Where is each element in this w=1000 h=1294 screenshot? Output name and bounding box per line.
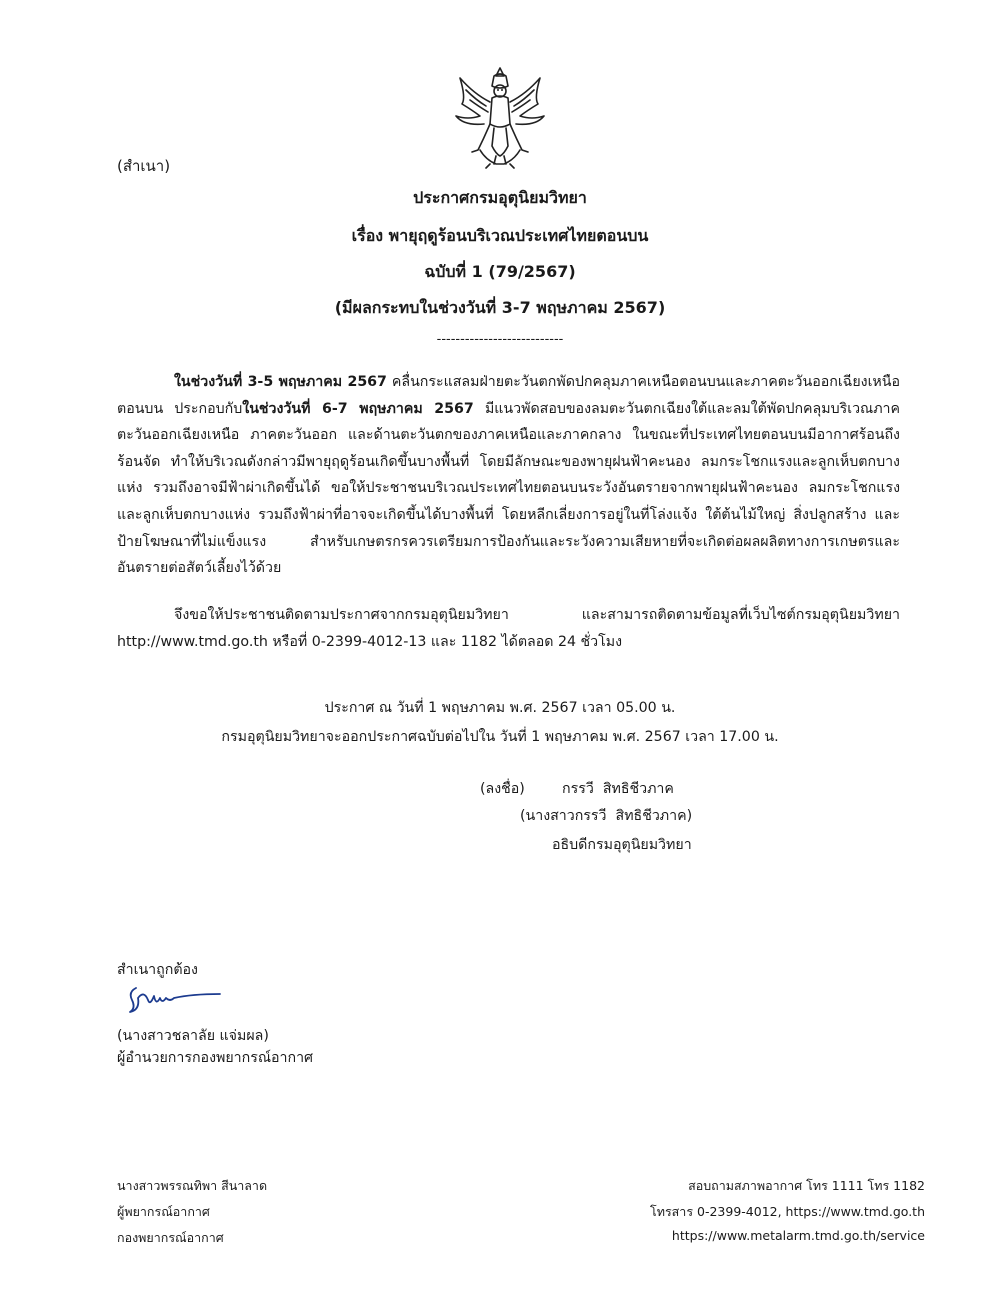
signatory-position: อธิบดีกรมอุตุนิยมวิทยา	[552, 837, 692, 853]
divider: ---------------------------	[436, 332, 564, 347]
certifier-position: ผู้อำนวยการกองพยากรณ์อากาศ	[117, 1050, 314, 1066]
paragraph-text-2: มีแนวพัดสอบของลมตะวันตกเฉียงใต้และลมใต้พัดปกคลุมบริเวณภาคตะวันออกเฉียงเหนือ ภาคตะวันออก และด้านตะวันตกของภาคเหนือและภาคกลาง ในขณะที่ประเทศไทยตอนบนมีอากาศร้อนถึงร้อนจัด ทำให้บริเวณดังกล่าวมีพายุฤดูร้อนเกิดขึ้นบางพื้นที่ โดยมีลักษณะของพายุฝนฟ้าคะนอง ลมกระโชกแรงและลูกเห็บตกบางแห่ง รวมถึงอาจมีฟ้าผ่าเกิดขึ้นได้ ขอให้ประชาชนบริเวณประเทศไทยตอนบนระวังอันตรายจากพายุฝนฟ้าคะนอง ลมกระโชกแรง และลูกเห็บตกบางแห่ง รวมถึงฟ้าผ่าที่อาจจะเกิดขึ้นได้บางพื้นที่ โดยหลีกเลี่ยงการอยู่ในที่โล่งแจ้ง ใต้ต้นไม้ใหญ่ สิ่งปลูกสร้าง และป้ายโฆษณาที่ไม่แข็งแรง สำหรับเกษตรกรควรเตรียมการป้องกันและระวังความเสียหายที่จะเกิดต่อผลผลิตทางการเกษตรและอันตรายต่อสัตว์เลี้ยงไว้ด้วย	[117, 400, 901, 577]
signed-name: กรรวี สิทธิชีวภาค	[562, 781, 674, 797]
certified-copy-label: สำเนาถูกต้อง	[117, 962, 198, 978]
announcement-number: ฉบับที่ 1 (79/2567)	[424, 262, 576, 281]
period-2: ในช่วงวันที่ 6-7 พฤษภาคม 2567	[242, 400, 474, 417]
next-issue-line: กรมอุตุนิยมวิทยาจะออกประกาศฉบับต่อไปใน วันที่ 1 พฤษภาคม พ.ศ. 2567 เวลา 17.00 น.	[221, 729, 779, 745]
garuda-emblem-icon	[450, 64, 550, 170]
metalarm-link[interactable]: https://www.metalarm.tmd.go.th/service	[671, 1228, 925, 1243]
signature-label: (ลงชื่อ)	[480, 781, 525, 797]
announcement-subject: เรื่อง พายุฤดูร้อนบริเวณประเทศไทยตอนบน	[351, 226, 649, 245]
forecaster-name: นางสาวพรรณทิพา สีนาลาด	[117, 1178, 268, 1193]
period-1: ในช่วงวันที่ 3-5 พฤษภาคม 2567	[174, 374, 387, 390]
announcement-body	[117, 369, 900, 582]
forecaster-division: กองพยากรณ์อากาศ	[117, 1230, 224, 1245]
certifier-name: (นางสาวชลาลัย แจ่มผล)	[117, 1028, 269, 1044]
paragraph-main	[117, 369, 900, 582]
impact-period: (มีผลกระทบในช่วงวันที่ 3-7 พฤษภาคม 2567)	[334, 298, 666, 317]
handwritten-signature	[122, 982, 222, 1016]
copy-mark: (สำเนา)	[117, 157, 171, 175]
contact-fax-web[interactable]: โทรสาร 0-2399-4012, https://www.tmd.go.th	[650, 1204, 925, 1219]
contact-paragraph: จึงขอให้ประชาชนติดตามประกาศจากกรมอุตุนิยมวิทยา และสามารถติดตามข้อมูลที่เว็บไซต์กรมอุตุนิยมวิทยา http://www.tmd.go.th หรือที่ 0-2399-4012-13 และ 1182 ได้ตลอด 24 ชั่วโมง	[117, 607, 900, 650]
forecaster-role: ผู้พยากรณ์อากาศ	[117, 1204, 210, 1219]
contact-paragraph-wrap	[117, 602, 900, 655]
contact-phone: สอบถามสภาพอากาศ โทร 1111 โทร 1182	[688, 1178, 925, 1193]
announcement-title: ประกาศกรมอุตุนิยมวิทยา	[413, 188, 587, 207]
paragraph-text-1: คลื่นกระแสลมฝ่ายตะวันตกพัดปกคลุมภาคเหนือตอนบนและภาคตะวันออกเฉียงเหนือตอนบน ประกอบกับ	[117, 374, 901, 417]
signatory-full-name: (นางสาวกรรวี สิทธิชีวภาค)	[520, 808, 693, 824]
issued-line: ประกาศ ณ วันที่ 1 พฤษภาคม พ.ศ. 2567 เวลา 05.00 น.	[324, 700, 676, 716]
